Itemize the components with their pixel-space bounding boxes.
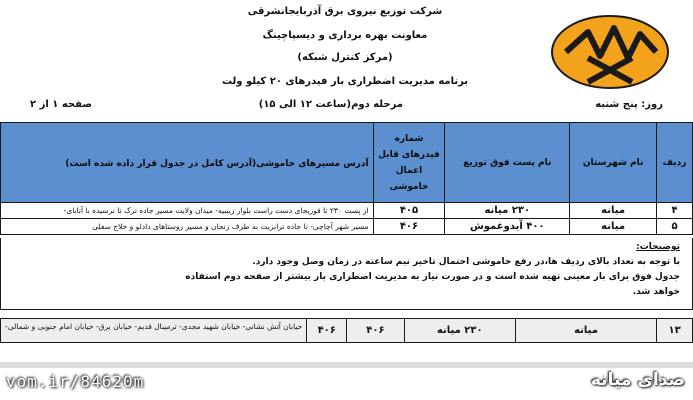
deputy-name: معاونت بهره برداری و دیسپاچینگ	[262, 30, 428, 41]
company-logo	[548, 12, 673, 92]
notes-line-1: با توجه به تعداد بالای ردیف ها،در رفع خاموشی احتمال تاخیر نیم ساعته در زمان وصل وجود دارد.	[252, 257, 680, 267]
address-cell: از پست ۲۳۰ تا فوریجای دست راست بلوار زینبیه- میدان ولایت مسیر جاده ترک تا نرسیده با آتابای-	[1, 203, 374, 219]
table-row	[1, 219, 693, 235]
header-feeders-text: شماره فیدرهای قابل اعمال خاموشی	[378, 133, 440, 192]
page-two-table	[0, 318, 693, 343]
row-number: ۴	[657, 203, 693, 219]
feeder-cell: ۴۰۶	[347, 319, 405, 343]
notes-line-3: خواهد شد.	[632, 287, 680, 297]
substation-cell: ۲۳۰ میانه	[445, 203, 570, 219]
header-substation: نام پست فوق توزیع	[445, 123, 570, 203]
city-cell: میانه	[570, 203, 657, 219]
stage-label: مرحله دوم(ساعت ۱۲ الی ۱۵)	[258, 99, 403, 110]
feeder-cell: ۴۰۵	[373, 203, 445, 219]
program-title: برنامه مدیریت اضطراری بار فیدرهای ۲۰ کیلو ولت	[221, 76, 469, 87]
substation-cell: ۲۳۰ میانه	[404, 319, 515, 343]
address-cell: خیابان آتش نشانی- خیابان شهید مجدی- ترمینال قدیم- خیابان برق- خیابان امام جنوبی و شمالی-	[1, 319, 307, 343]
feeder-cell: ۴۰۶	[307, 319, 347, 343]
header-address: آدرس مسیرهای خاموشی(آدرس کامل در جدول قرار داده شده است)	[1, 123, 374, 203]
notes-title: توضیحات:	[636, 242, 680, 252]
address-cell: مسیر شهر آچاچی- تا جاده ترانزیت به طرف زنجان و مسیر روستاهای دادلو و خلاج سفلی	[1, 219, 374, 235]
watermark-url: vom.ir/84620m	[6, 372, 145, 391]
row-number: ۵	[657, 219, 693, 235]
page-number: صفحه ۱ از ۲	[30, 99, 92, 110]
table-header-row	[1, 123, 693, 203]
page-divider	[0, 362, 693, 368]
substation-cell: ۴۰۰ آیدوغموش	[445, 219, 570, 235]
table-row	[1, 203, 693, 219]
header-feeders	[373, 123, 445, 203]
watermark-logo: صدای میانه	[590, 370, 685, 390]
notes-box	[0, 238, 693, 310]
company-name: شرکت توزیع نیروی برق آذربایجانشرقی	[247, 6, 443, 17]
header-row-number: ردیف	[657, 123, 693, 203]
center-name: (مرکز کنترل شبکه)	[297, 52, 393, 63]
outage-table	[0, 122, 693, 235]
city-cell: میانه	[515, 319, 656, 343]
day-label: روز: پنج شنبه	[595, 99, 663, 110]
row-number: ۱۳	[657, 319, 693, 343]
table-row	[1, 319, 693, 343]
notes-line-2: جدول فوق برای بار معینی تهیه شده است و در صورت نیاز به مدیریت اضطراری بار بیشتر از صفحه دوم استفاده	[185, 272, 680, 282]
info-row	[0, 95, 693, 117]
feeder-cell: ۴۰۶	[373, 219, 445, 235]
watermark-bar	[0, 370, 693, 400]
header-city: نام شهرستان	[570, 123, 657, 203]
city-cell: میانه	[570, 219, 657, 235]
